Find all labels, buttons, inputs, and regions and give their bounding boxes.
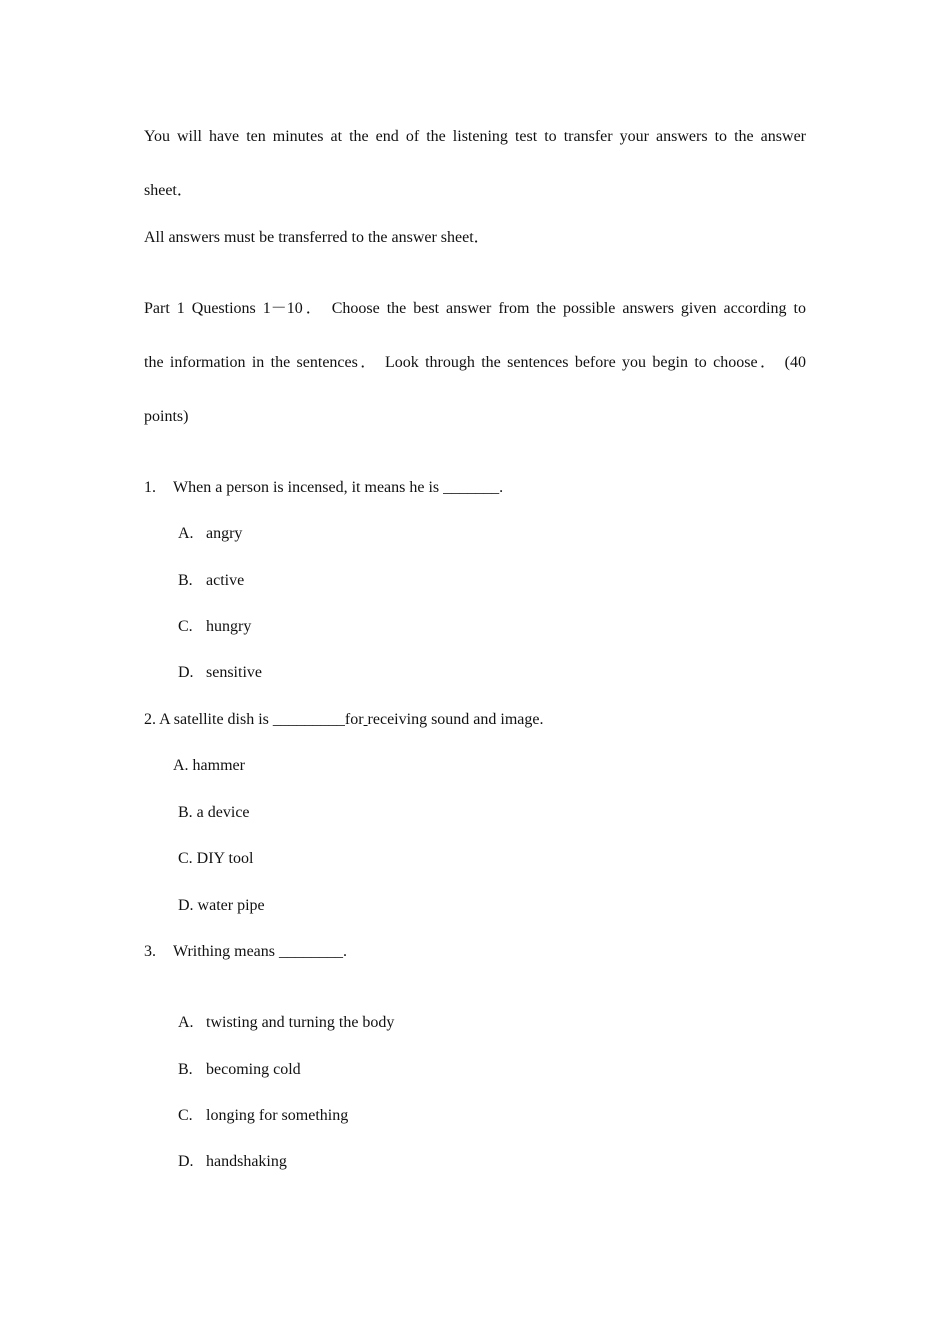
option-text: handshaking — [206, 1153, 287, 1170]
question-2 — [144, 710, 544, 730]
option-letter: A. — [178, 1014, 194, 1031]
q2-option-d: D. water pipe — [178, 897, 265, 914]
intro-line-1: You will have ten minutes at the end of the listening test to transfer your answers to the answer — [144, 128, 806, 145]
question-3 — [144, 942, 347, 962]
part1-instructions-line-3: points) — [144, 408, 189, 425]
option-letter: A. — [178, 525, 194, 542]
question-1 — [144, 478, 503, 498]
q1-option-d — [178, 663, 262, 683]
option-letter: C. — [178, 1107, 193, 1124]
q2-option-b: B. a device — [178, 804, 250, 821]
q3-option-a — [178, 1013, 394, 1033]
option-letter: B. — [178, 1061, 193, 1078]
q1-option-a — [178, 524, 242, 544]
q3-option-d — [178, 1152, 287, 1172]
option-text: twisting and turning the body — [206, 1014, 395, 1031]
q1-option-c — [178, 617, 251, 637]
q2-option-c: C. DIY tool — [178, 850, 254, 867]
intro-line-2: sheet． — [144, 182, 193, 199]
part1-instructions-line-2: the information in the sentences． Look through the sentences before you begin to choose． (40 — [144, 354, 806, 371]
option-letter: D. — [178, 1153, 194, 1170]
option-text: angry — [206, 525, 243, 542]
q2-option-a: A. hammer — [173, 757, 245, 774]
option-letter: D. — [178, 664, 194, 681]
question-number: 1. — [144, 479, 156, 496]
intro-line-3: All answers must be transferred to the answer sheet． — [144, 229, 490, 246]
option-text: active — [206, 572, 245, 589]
q3-option-c — [178, 1106, 348, 1126]
question-text-continued: receiving sound and image. — [367, 711, 544, 728]
option-letter: C. — [178, 618, 193, 635]
question-number: 3. — [144, 943, 156, 960]
option-text: hungry — [206, 618, 252, 635]
question-text: Writhing means ________. — [173, 943, 347, 960]
option-text: sensitive — [206, 664, 262, 681]
option-text: longing for something — [206, 1107, 349, 1124]
option-text: becoming cold — [206, 1061, 301, 1078]
question-text: 2. A satellite dish is _________for — [144, 711, 364, 728]
part1-instructions-line-1: Part 1 Questions 1－10． Choose the best answer from the possible answers given according to — [144, 300, 806, 317]
option-letter: B. — [178, 572, 193, 589]
q3-option-b — [178, 1060, 301, 1080]
q1-option-b — [178, 571, 244, 591]
question-text: When a person is incensed, it means he is _______. — [173, 479, 504, 496]
